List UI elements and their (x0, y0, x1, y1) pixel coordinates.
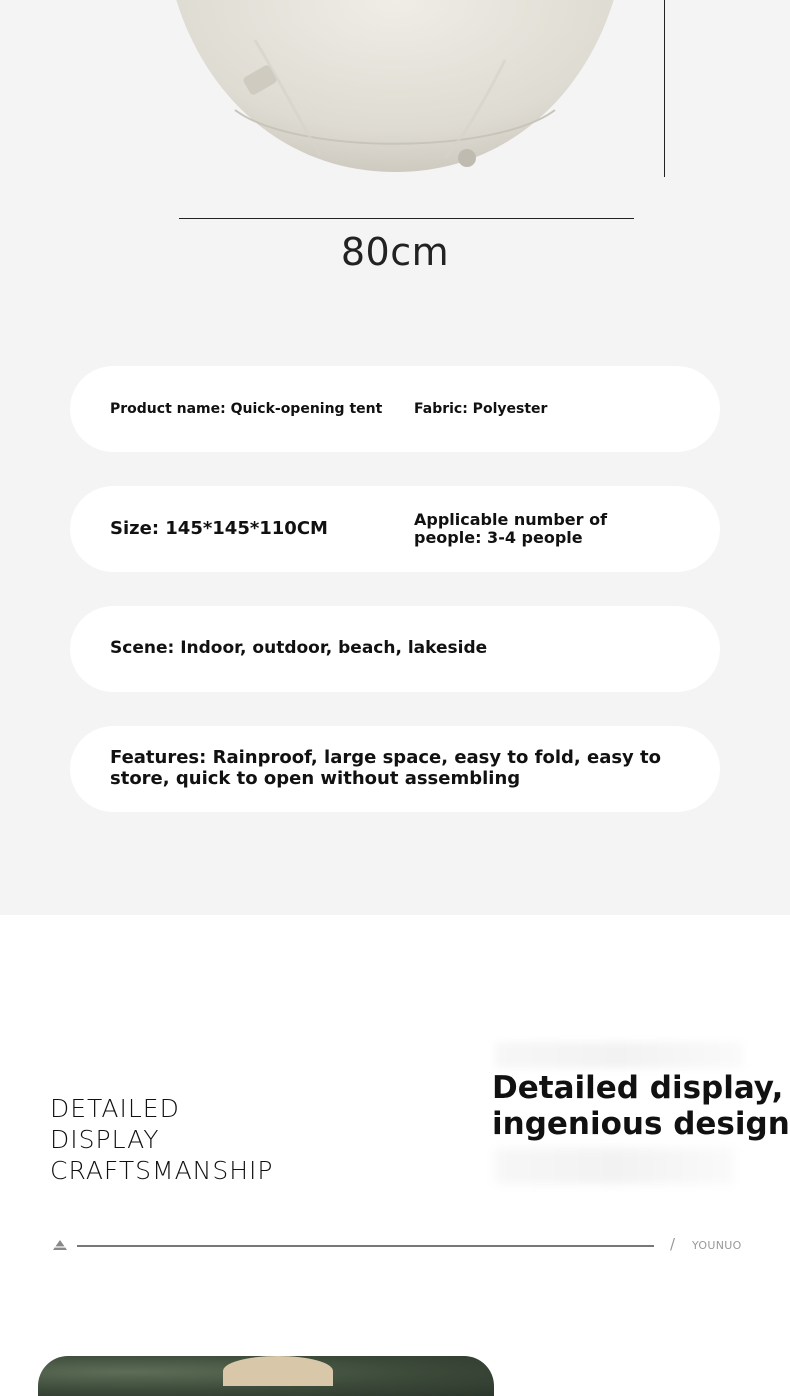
decorative-ghost-text (495, 1042, 743, 1068)
craft-line-3: CRAFTSMANSHIP (50, 1156, 274, 1185)
tent-product-image (145, 0, 645, 173)
spec-product-name: Product name: Quick-opening tent (110, 400, 383, 417)
spec-card-size (70, 486, 720, 572)
detail-photo-subject (223, 1356, 333, 1386)
craft-line-2: DISPLAY (50, 1125, 160, 1154)
spec-card-scene (70, 606, 720, 692)
section-divider (77, 1245, 654, 1247)
decorative-ghost-text (495, 1148, 735, 1184)
height-dimension-line (664, 0, 665, 177)
width-dimension-label: 80cm (340, 230, 450, 274)
detail-photo (38, 1356, 494, 1396)
headline-line-1: Detailed display, (492, 1070, 784, 1106)
craftsmanship-title (50, 1093, 274, 1186)
spec-card-product (70, 366, 720, 452)
section-headline (492, 1070, 790, 1142)
headline-line-2: ingenious design (492, 1106, 790, 1142)
spec-scene: Scene: Indoor, outdoor, beach, lakeside (110, 638, 488, 659)
spec-fabric: Fabric: Polyester (414, 400, 548, 417)
width-dimension-line (179, 218, 634, 219)
spec-people: Applicable number of people: 3-4 people (414, 509, 608, 547)
craft-line-1: DETAILED (50, 1094, 180, 1123)
spec-size: Size: 145*145*110CM (110, 517, 328, 539)
spec-card-features (70, 726, 720, 812)
divider-slash: / (670, 1235, 676, 1253)
tent-icon (52, 1239, 68, 1251)
spec-features: Features: Rainproof, large space, easy to fold, easy to store, quick to open without assembling (110, 747, 662, 789)
brand-label: YOUNUO (692, 1239, 742, 1252)
